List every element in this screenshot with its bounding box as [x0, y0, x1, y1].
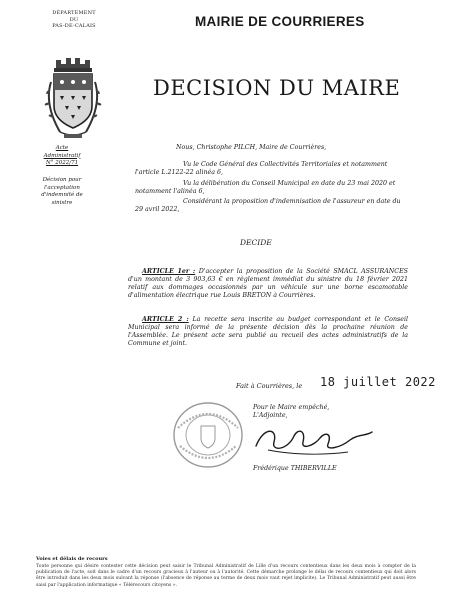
- preamble-vu-deliberation: Vu la délibération du Conseil Municipal en date du 23 mai 2020 et notamment l'alinéa 6,: [135, 180, 396, 195]
- acte-reference: [30, 145, 94, 168]
- subject-line: d'indemnité de sinistre: [41, 192, 83, 206]
- acte-label: Acte: [55, 145, 69, 151]
- handwritten-date: 18 juillet 2022: [320, 375, 436, 389]
- crest-icon: [42, 54, 104, 142]
- article-2-label: ARTICLE 2 :: [142, 316, 189, 323]
- voies-recours-title: Voies et délais de recours: [36, 556, 108, 562]
- department-header: [36, 10, 112, 30]
- adjointe-line: L'Adjointe,: [253, 412, 288, 419]
- article-1: [128, 268, 408, 300]
- decision-subject: [30, 177, 94, 207]
- preamble-vu-code: Vu le Code Général des Collectivités Territoriales et notamment l'article L.2122-22 alinéa 6,: [135, 161, 388, 176]
- subject-line: l'acceptation: [44, 184, 80, 191]
- preamble-nous: Nous, Christophe PILCH, Maire de Courrières,: [176, 144, 327, 151]
- department-line: PAS-DE-CALAIS: [52, 23, 96, 29]
- decide-heading: DECIDE: [240, 238, 272, 247]
- article-1-text: D'accepter la proposition de la Société SMACL ASSURANCES d'un montant de 3 903,63 € en règlement immédiat du sinistre du 18 février 2021 relatif aux dommages occasionnés par un véhicule sur une borne escamotable d'alimentation électrique rue Louis BRETON à Courrières.: [128, 268, 408, 299]
- department-line: DÉPARTEMENT: [52, 10, 96, 16]
- department-line: DU: [69, 16, 79, 23]
- fait-a-label: Fait à Courrières, le: [236, 382, 303, 390]
- voies-recours-text: Toute personne qui désire contester cette décision peut saisir le Tribunal Administratif de Lille d'un recours contentieux dans les deux mois à compter de la publication de l'acte, soit dans le cadre d'un recours gracieux à l'auteur ou à l'autorité. Cette démarche prolonge le délai de recours contentieux qui doit alors être introduit dans les deux mois suivant la réponse (l'absence de réponse au terme de deux mois vaut rejet implicite). Le Tribunal Administratif peut aussi être saisi par l'application informatique « Télérecours citoyens ».: [36, 564, 416, 588]
- subject-line: Décision pour: [42, 177, 82, 183]
- official-stamp-icon: [168, 398, 248, 472]
- signatory-name: Frédérique THIBERVILLE: [253, 465, 337, 472]
- acte-type: Administratif: [43, 152, 81, 159]
- handwritten-signature-icon: [248, 420, 378, 460]
- article-2: [128, 316, 408, 348]
- preamble-considerant: Considérant la proposition d'indemnisation de l'assureur en date du 29 avril 2022,: [135, 198, 401, 213]
- pour-le-maire-line: Pour le Maire empêché,: [253, 404, 330, 411]
- acte-number: N° 2022/71: [45, 160, 79, 166]
- article-2-text: La recette sera inscrite au budget correspondant et le Conseil Municipal sera informé de la présente décision dès la prochaine réunion de l'Assemblée. Le présent acte sera publié au recueil des actes administratifs de la Commune et joint.: [128, 316, 408, 347]
- article-1-label: ARTICLE 1er :: [142, 268, 196, 275]
- signature-block: [253, 404, 329, 420]
- decision-title: DECISION DU MAIRE: [153, 76, 401, 100]
- mairie-title: MAIRIE DE COURRIERES: [195, 14, 365, 29]
